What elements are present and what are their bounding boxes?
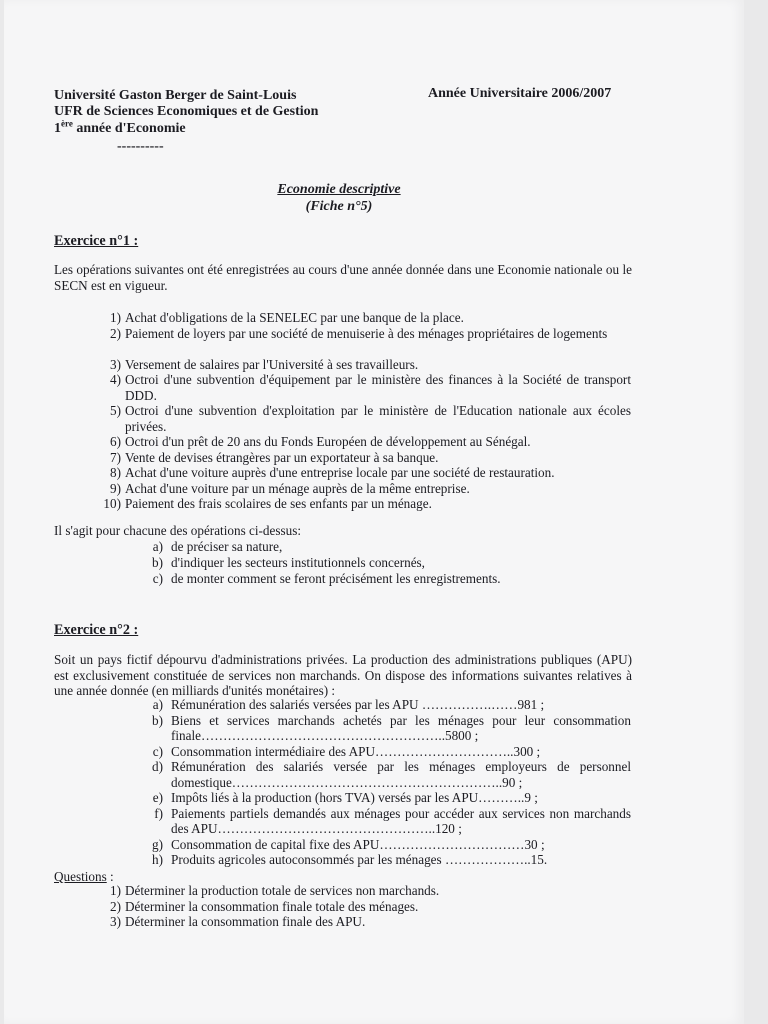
data-item-number: e) — [152, 790, 163, 805]
data-item-number: g) — [152, 836, 163, 852]
questions-colon: : — [106, 869, 114, 884]
exercise1-question-item-text: de monter comment se feront précisément les enregistrements. — [171, 571, 501, 586]
data-item-number: f) — [154, 805, 163, 821]
operation-item-text: Achat d'une voiture par un ménage auprès de la même entreprise. — [125, 480, 470, 496]
exercise2-question-item-number: 1) — [110, 883, 121, 898]
ufr-name: UFR de Sciences Economiques et de Gestion — [54, 104, 319, 119]
exercise1-question-item-text: de préciser sa nature, — [171, 539, 283, 554]
operation-item-text: Octroi d'une subvention d'équipement par le ministère des finances à la Société de transport DDD. — [125, 372, 631, 403]
exercise1-question-item-number: c) — [152, 571, 163, 586]
operation-item-number: 5) — [110, 403, 121, 418]
operation-item-text: Octroi d'une subvention d'exploitation par le ministère de l'Education nationale aux écoles privées. — [125, 403, 631, 434]
exercise1-question-intro: Il s'agit pour chacune des opérations ci-dessus: — [54, 523, 302, 538]
operation-item-text: Versement de salaires par l'Université à ses travailleurs. — [125, 356, 419, 372]
operation-item-text: Paiement de loyers par une société de menuiserie à des ménages propriétaires de logements — [125, 325, 608, 341]
operation-item-text: Octroi d'un prêt de 20 ans du Fonds Européen de développement au Sénégal. — [125, 434, 531, 449]
operation-item-text: Vente de devises étrangères par un exportateur à sa banque. — [125, 449, 439, 465]
operation-item-text: Paiement des frais scolaires de ses enfants par un ménage. — [125, 496, 432, 511]
operation-item-text: Achat d'obligations de la SENELEC par une banque de la place. — [125, 310, 464, 325]
operation-item-number: 10) — [103, 496, 121, 511]
exercise2-question-item-number: 3) — [110, 914, 121, 929]
document-page — [4, 0, 744, 1024]
university-name: Université Gaston Berger de Saint-Louis — [54, 88, 297, 103]
operation-item-number: 7) — [110, 449, 121, 465]
exercise2-question-item-number: 2) — [110, 898, 121, 914]
exercise1-question-item-number: a) — [152, 539, 163, 554]
exercise2-question-item-text: Déterminer la consommation finale totale des ménages. — [125, 898, 419, 914]
year-level-superscript: ère — [61, 118, 73, 129]
document-subtitle: (Fiche n°5) — [305, 199, 373, 214]
exercise1-heading: Exercice n°1 : — [54, 233, 139, 249]
data-item-number: d) — [152, 759, 163, 774]
data-item-number: a) — [152, 697, 163, 712]
document-title: Economie descriptive — [277, 182, 401, 197]
exercise1-question-item-text: d'indiquer les secteurs institutionnels concernés, — [171, 555, 425, 570]
data-item-text: Rémunération des salariés versée par les ménages employeurs de personnel domestique……………………………………………………..90 ; — [171, 759, 631, 790]
exercise2-question-item-text: Déterminer la production totale de services non marchands. — [125, 883, 440, 898]
data-item-text: Produits agricoles autoconsommés par les ménages ………………..15. — [171, 852, 548, 867]
data-item-number: c) — [152, 743, 163, 759]
operation-item-number: 4) — [110, 372, 121, 387]
exercise1-intro: Les opérations suivantes ont été enregistrées au cours d'une année donnée dans une Economie nationale ou le SECN est en vigueur. — [54, 262, 632, 293]
operation-item-number: 2) — [110, 325, 121, 341]
data-item-number: b) — [152, 712, 163, 728]
year-level-number: 1 — [54, 121, 61, 136]
data-item-text: Consommation de capital fixe des APU……………………………30 ; — [171, 836, 545, 852]
data-item-text: Impôts liés à la production (hors TVA) versés par les APU………..9 ; — [171, 790, 538, 805]
data-item-text: Consommation intermédiaire des APU…………………………..300 ; — [171, 743, 541, 759]
operation-item-number: 9) — [110, 480, 121, 496]
year-level — [54, 118, 186, 137]
exercise2-heading: Exercice n°2 : — [54, 622, 139, 638]
exercise2-intro: Soit un pays fictif dépourvu d'administrations privées. La production des administrations publiques (APU) est exclusivement constituée de services non marchands. On dispose des informations suivantes relatives à une année donnée (en milliards d'unités monétaires) : — [54, 652, 632, 698]
operation-item-text: Achat d'une voiture auprès d'une entreprise locale par une société de restauration. — [125, 465, 555, 480]
operation-item-number: 3) — [110, 356, 121, 372]
year-level-text: année d'Economie — [72, 121, 186, 136]
data-item-text: Paiements partiels demandés aux ménages pour accéder aux services non marchands des APU…………………………………………..120 ; — [171, 805, 631, 836]
operation-item-number: 8) — [110, 465, 121, 480]
exercise1-question-item-number: b) — [152, 555, 163, 570]
data-item-text: Biens et services marchands achetés par les ménages pour leur consommation finale………………………………………………..5800 ; — [171, 712, 631, 743]
data-item-number: h) — [152, 852, 163, 867]
exercise2-question-item-text: Déterminer la consommation finale des APU. — [125, 914, 366, 929]
operation-item-number: 6) — [110, 434, 121, 449]
header-dashes: ---------- — [117, 139, 164, 154]
operation-item-number: 1) — [110, 310, 121, 325]
data-item-text: Rémunération des salariés versées par les APU …………….……981 ; — [171, 697, 545, 712]
academic-year: Année Universitaire 2006/2007 — [428, 86, 612, 101]
questions-label: Questions — [54, 869, 107, 884]
